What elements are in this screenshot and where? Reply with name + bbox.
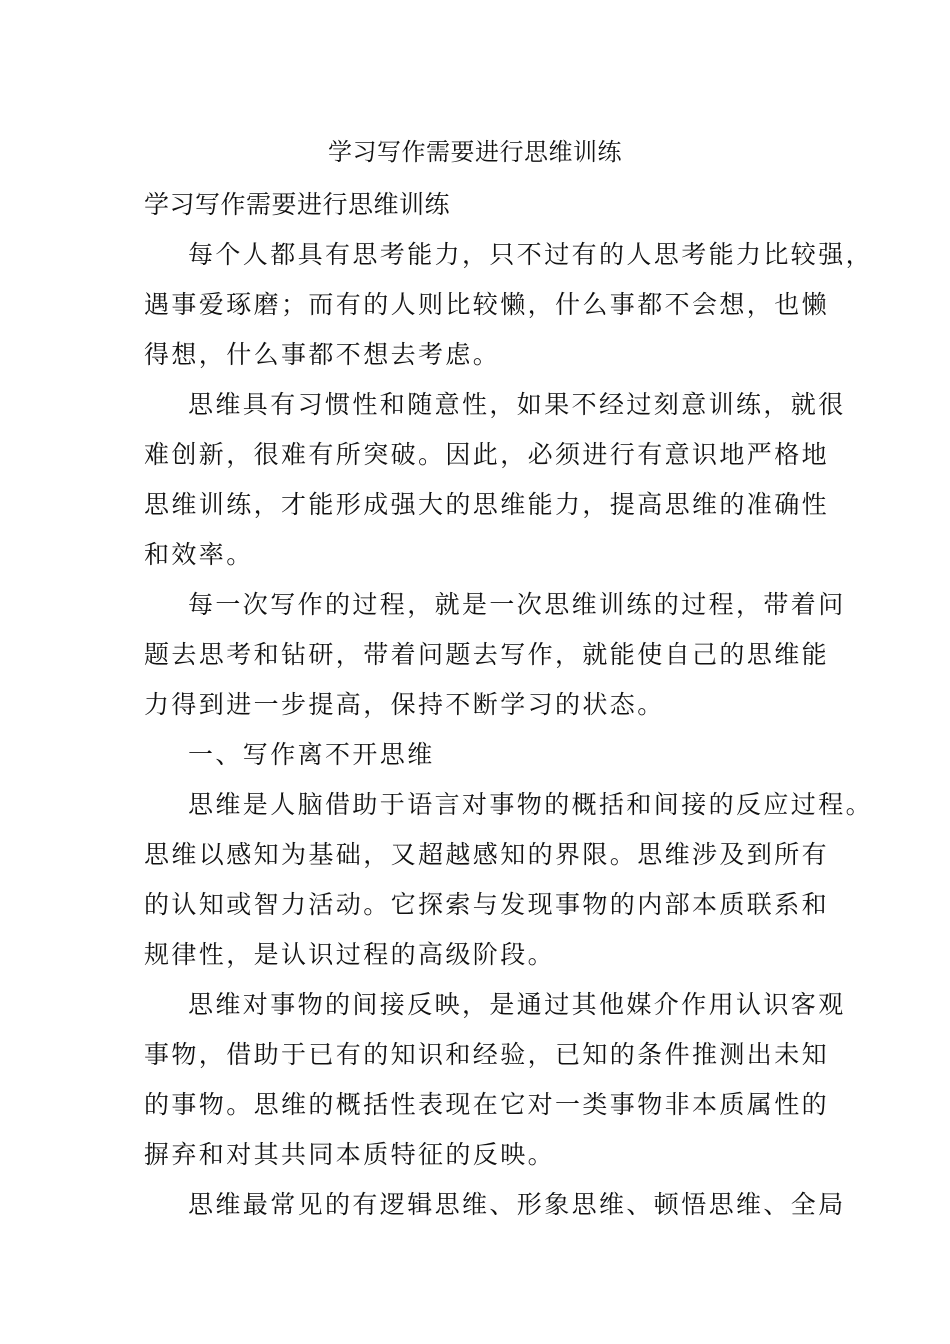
document-body: [144, 180, 874, 1230]
paragraph-line: 力得到进一步提高，保持不断学习的状态。: [144, 690, 665, 719]
paragraph-line: 思维是人脑借助于语言对事物的概括和间接的反应过程。: [188, 790, 874, 819]
section-heading-text: 一、写作离不开思维: [188, 740, 435, 769]
paragraph-line: 难创新，很难有所突破。因此，必须进行有意识地严格地: [144, 440, 830, 469]
paragraph-line: 遇事爱琢磨；而有的人则比较懒，什么事都不会想，也懒: [144, 290, 830, 319]
paragraph-line: 事物，借助于已有的知识和经验，已知的条件推测出未知: [144, 1040, 830, 1069]
paragraph-line: 思维以感知为基础，又超越感知的界限。思维涉及到所有: [144, 840, 830, 869]
paragraph-line: 和效率。: [144, 540, 254, 569]
paragraph-line: 每个人都具有思考能力，只不过有的人思考能力比较强，: [188, 240, 874, 269]
document-subtitle: 学习写作需要进行思维训练: [144, 190, 451, 219]
paragraph: [144, 780, 874, 980]
paragraph-line: 摒弃和对其共同本质特征的反映。: [144, 1140, 556, 1169]
document-title: 学习写作需要进行思维训练: [328, 138, 622, 166]
paragraph-line: 的事物。思维的概括性表现在它对一类事物非本质属性的: [144, 1090, 830, 1119]
paragraph: [144, 1180, 844, 1230]
paragraph-line: 思维具有习惯性和随意性，如果不经过刻意训练，就很: [188, 390, 846, 419]
paragraph: [144, 980, 844, 1180]
paragraph: [144, 580, 844, 730]
paragraph: [144, 230, 874, 380]
paragraph-line: 思维对事物的间接反映，是通过其他媒介作用认识客观: [188, 990, 846, 1019]
paragraph-line: 思维训练，才能形成强大的思维能力，提高思维的准确性: [144, 490, 830, 519]
paragraph-line: 规律性，是认识过程的高级阶段。: [144, 940, 556, 969]
paragraph: [144, 380, 844, 580]
paragraph-line: 得想，什么事都不想去考虑。: [144, 340, 501, 369]
paragraph-line: 思维最常见的有逻辑思维、形象思维、顿悟思维、全局: [188, 1190, 846, 1219]
paragraph-line: 每一次写作的过程，就是一次思维训练的过程，带着问: [188, 590, 846, 619]
section-heading: [144, 730, 844, 780]
paragraph-line: 题去思考和钻研，带着问题去写作，就能使自己的思维能: [144, 640, 830, 669]
paragraph-line: 的认知或智力活动。它探索与发现事物的内部本质联系和: [144, 890, 830, 919]
